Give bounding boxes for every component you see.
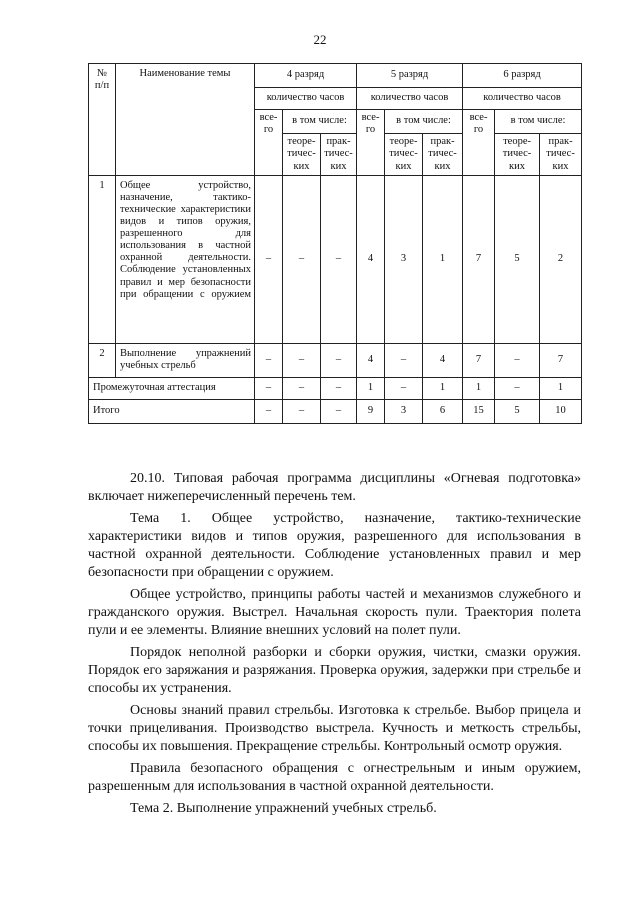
attestation-row [89,378,582,400]
paragraph: Тема 1. Общее устройство, назначение, тактико-технические характеристики видов и типов оружия, разрешенного для использования в частной охранной деятельности. Соблюдение установленных правил и мер безопасности при обращении с оружием. [88,511,581,580]
attestation-value: 1 [463,378,495,400]
paragraph: Основы знаний правил стрельбы. Изготовка к стрельбе. Выбор прицела и точки прицеливания. Производство выстрела. Кучность и меткость стрельбы, способы их повышения. Прекращение стрельбы. Контрольный осмотр оружия. [88,703,581,754]
table-header-row [89,64,582,88]
attestation-value: – [255,378,283,400]
table-row [89,344,582,378]
total-value: – [321,400,357,424]
total-value: – [255,400,283,424]
paragraph: Правила безопасного обращения с огнестрельным и иным оружием, разрешенным для использования в частной охранной деятельности. [88,761,581,794]
row-value: 7 [540,344,582,378]
page-number: 22 [313,32,327,47]
header-practice: прак-тичес-ких [423,134,463,176]
attestation-value: 1 [357,378,385,400]
attestation-value: – [321,378,357,400]
attestation-value: 1 [423,378,463,400]
row-value: – [321,344,357,378]
row-value: 3 [385,176,423,344]
header-theory: теоре-тичес-ких [495,134,540,176]
attestation-label: Промежуточная аттестация [89,378,255,400]
header-hours-count: количество часов [357,88,463,110]
header-total: все-го [463,110,495,176]
attestation-value: – [495,378,540,400]
attestation-value: – [283,378,321,400]
header-total: все-го [357,110,385,176]
paragraph: Порядок неполной разборки и сборки оружия, чистки, смазки оружия. Порядок его заряжания и разряжания. Проверка оружия, задержки при стрельбе и способы их устранения. [88,645,581,696]
row-value: 7 [463,344,495,378]
attestation-value: 1 [540,378,582,400]
row-value: 4 [423,344,463,378]
row-value: 1 [423,176,463,344]
attestation-value: – [385,378,423,400]
paragraph: Тема 2. Выполнение упражнений учебных стрельб. [130,801,437,816]
row-number: 1 [89,176,116,344]
row-number: 2 [89,344,116,378]
header-including: в том числе: [495,110,582,134]
row-value: 7 [463,176,495,344]
total-value: 10 [540,400,582,424]
total-value: 9 [357,400,385,424]
header-theory: теоре-тичес-ких [385,134,423,176]
paragraph: Общее устройство, принципы работы частей и механизмов служебного и гражданского оружия. Выстрел. Начальная скорость пули. Траектория полета пули и ее элементы. Влияние внешних условий на полет пули. [88,587,581,638]
row-value: – [283,176,321,344]
body-text [88,470,581,822]
total-value: 3 [385,400,423,424]
row-value: 5 [495,176,540,344]
paragraph: 20.10. Типовая рабочая программа дисциплины «Огневая подготовка» включает нижеперечисленный перечень тем. [88,471,581,504]
row-value: – [321,176,357,344]
header-hours-count: количество часов [255,88,357,110]
header-topic-name: Наименование темы [116,64,255,176]
header-hours-count: количество часов [463,88,582,110]
table-row [89,176,582,344]
total-value: 5 [495,400,540,424]
total-row [89,400,582,424]
header-including: в том числе: [385,110,463,134]
header-number: № п/п [89,64,116,176]
row-value: 4 [357,176,385,344]
header-total: все-го [255,110,283,176]
row-topic: Выполнение упражнений учебных стрельб [116,344,255,378]
row-value: – [255,344,283,378]
row-value: 2 [540,176,582,344]
row-value: – [495,344,540,378]
header-including: в том числе: [283,110,357,134]
total-value: 6 [423,400,463,424]
row-topic: Общее устройство, назначение, тактико-технические характеристики видов и типов оружия, разрешенного для использования в частной охранной деятельности. Соблюдение установленных правил и мер безопасности при обращении с оружием [116,176,255,344]
total-value: 15 [463,400,495,424]
header-grade-6: 6 разряд [463,64,582,88]
row-value: – [255,176,283,344]
header-grade-5: 5 разряд [357,64,463,88]
header-practice: прак-тичес-ких [321,134,357,176]
total-label: Итого [89,400,255,424]
row-value: – [283,344,321,378]
row-value: – [385,344,423,378]
training-program-table [88,63,582,424]
total-value: – [283,400,321,424]
row-value: 4 [357,344,385,378]
header-grade-4: 4 разряд [255,64,357,88]
header-practice: прак-тичес-ких [540,134,582,176]
header-theory: теоре-тичес-ких [283,134,321,176]
